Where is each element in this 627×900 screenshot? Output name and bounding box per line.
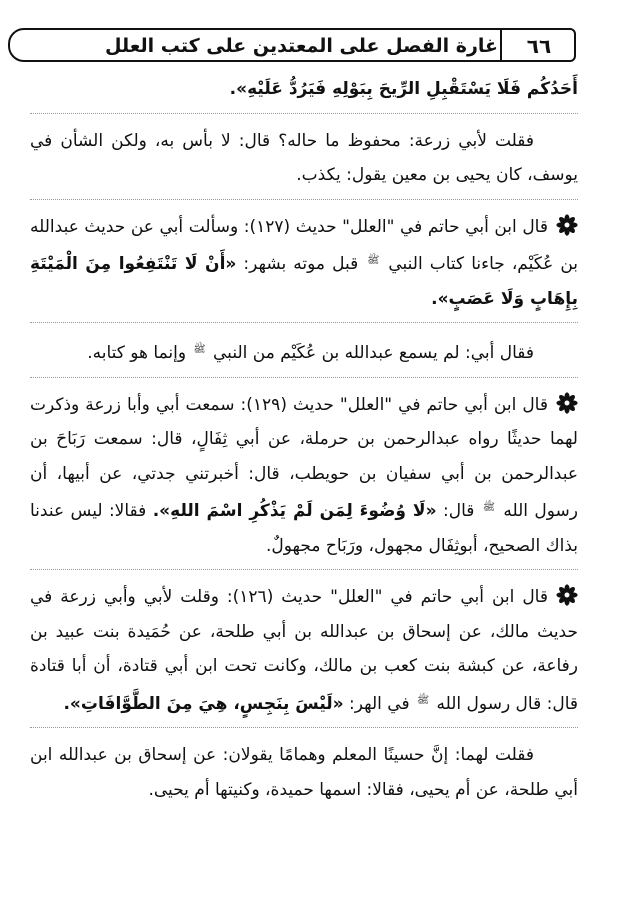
- body-paragraph: [30, 738, 578, 807]
- body-paragraph: [30, 124, 578, 193]
- body-paragraph: [30, 333, 578, 371]
- paragraph-text: فقلت لهما: إنَّ حسينًا المعلم وهمامًا يقولان: عن إسحاق بن عبدالله ابن أبي طلحة، عن أم يحيى، فقالا: اسمها حميدة، وكنيتها أم يحيى.: [30, 745, 578, 800]
- paragraph-text: قال:: [436, 501, 481, 521]
- body-paragraph: [30, 72, 578, 107]
- flower-ornament-icon: [556, 214, 578, 236]
- honorific-glyph: ﷺ: [367, 255, 380, 266]
- page-number: ٦٦: [526, 34, 552, 58]
- honorific-glyph: ﷺ: [417, 694, 430, 706]
- hadith-quote: «أَنْ لَا تَنْتَفِعُوا مِنَ الْمَيْتَةِ بِإِهَابٍ وَلَا عَصَبٍ».: [30, 254, 578, 309]
- body-paragraph: [30, 388, 578, 564]
- hadith-quote: أَحَدُكُم فَلَا يَسْتَقْبِلِ الرِّيحَ بِبَوْلِهِ فَيَرُدُّ عَلَيْهِ».: [229, 79, 578, 99]
- paragraph-text: قال ابن أبي حاتم في "العلل" حديث (١٢٦): وقلت لأبي وأبي زرعة في حديث مالك، عن إسحاق بن عبدالله بن أبي طلحة، عن حُمَيدة بنت عبيد بن رفاعة، عن كبشة بنت كعب بن مالك، وكانت تحت ابن أبي قتادة، أن أبا قتادة قال: قال رسول الله: [30, 587, 578, 714]
- book-title: غارة الفصل على المعتدين على كتب العلل: [105, 35, 498, 57]
- paragraph-separator: [30, 113, 578, 114]
- paragraph-text: فقال أبي: لم يسمع عبدالله بن عُكَيْم من النبي: [207, 343, 534, 363]
- paragraph-text: وإنما هو كتابه.: [87, 343, 192, 363]
- paragraph-text: في الهر:: [343, 693, 416, 714]
- hadith-quote: «لَا وُضُوءَ لِمَن لَمْ يَذْكُرِ اسْمَ اللهِ».: [152, 501, 437, 521]
- header-divider: [500, 28, 502, 62]
- paragraph-separator: [30, 377, 578, 378]
- page-body: [30, 72, 578, 807]
- paragraph-text: قبل موته بشهر:: [236, 254, 366, 274]
- running-header: [8, 28, 576, 62]
- flower-ornament-icon: [556, 584, 578, 606]
- paragraph-text: فقالا: ليس عندنا بذاك الصحيح، أبوثِفَال مجهول، ورَبَاح مجهولٌ.: [30, 501, 578, 556]
- paragraph-separator: [30, 322, 578, 323]
- hadith-quote: «لَيْسَ بِنَجِسٍ، هِيَ مِنَ الطَّوَّافَاتِ».: [63, 693, 344, 714]
- paragraph-text: فقلت لأبي زرعة: محفوظ ما حاله؟ قال: لا بأس به، ولكن الشأن في يوسف، كان يحيى بن معين يقول: يكذب.: [30, 130, 578, 185]
- paragraph-separator: [30, 569, 578, 570]
- body-paragraph: [30, 210, 578, 317]
- paragraph-separator: [30, 199, 578, 200]
- paragraph-text: قال ابن أبي حاتم في "العلل" حديث (١٢٧): وسألت أبي عن حديث عبدالله بن عُكَيْم، جاءنا كتاب النبي: [30, 216, 578, 274]
- paragraph-separator: [30, 727, 578, 728]
- paragraph-text: قال ابن أبي حاتم في "العلل" حديث (١٢٩): سمعت أبي وأبا زرعة وذكرت لهما حديثًا رواه عبدالرحمن بن حرملة، عن أبي ثِفَالٍ، قال: سمعت رَبَاحَ بن عبدالرحمن بن أبي سفيان بن حويطب، قال: أخبرتني جدتي، عن أبيها، أن رسول الله: [30, 394, 578, 521]
- honorific-glyph: ﷺ: [482, 502, 495, 513]
- flower-ornament-icon: [556, 392, 578, 414]
- body-paragraph: [30, 580, 578, 721]
- honorific-glyph: ﷺ: [193, 344, 206, 355]
